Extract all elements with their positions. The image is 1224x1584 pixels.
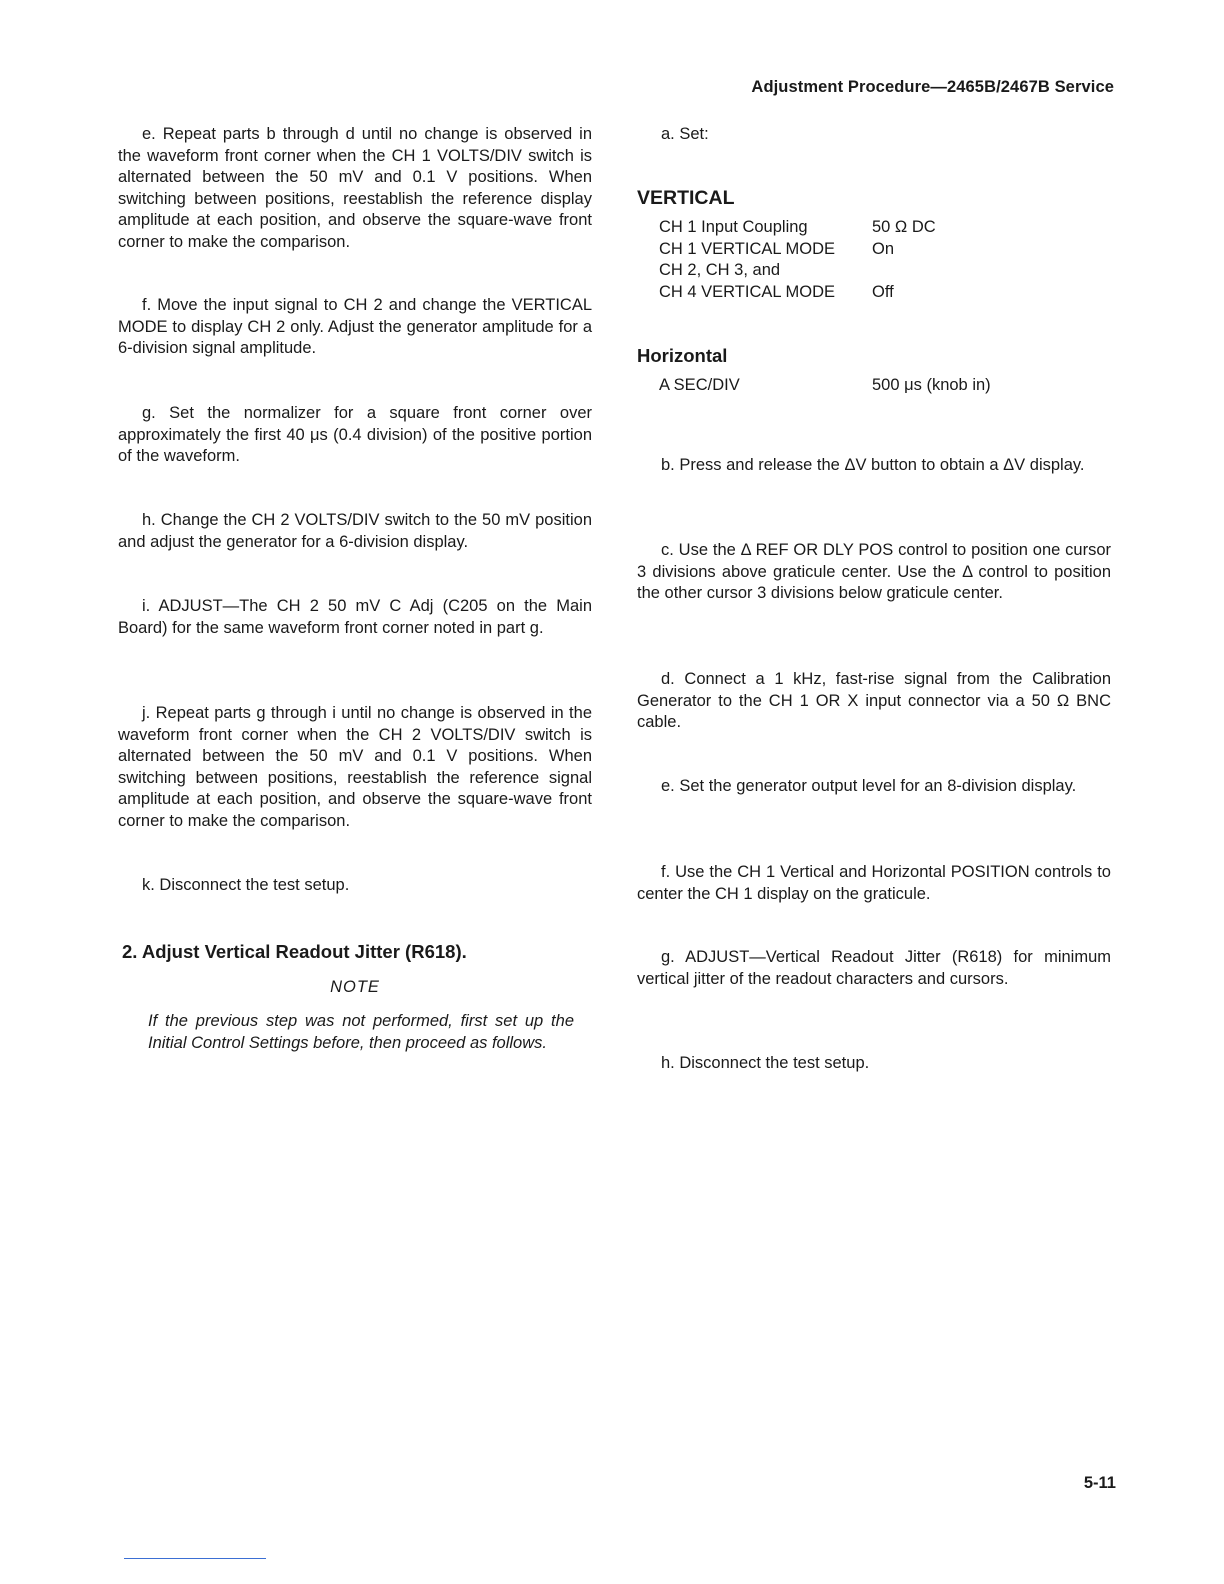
setting-value: On <box>872 239 895 258</box>
settings-row <box>659 260 1099 282</box>
section-heading: 2. Adjust Vertical Readout Jitter (R618). <box>122 941 467 962</box>
setting-value: Off <box>872 282 894 301</box>
step-b-paragraph: b. Press and release the ΔV button to obtain a ΔV display. <box>661 456 1085 474</box>
vertical-settings-table <box>659 217 1099 303</box>
step-a-paragraph: a. Set: <box>661 125 709 143</box>
step-j-paragraph: j. Repeat parts g through i until no change is observed in the waveform front corner when the CH 2 VOLTS/DIV switch is alternated between the 50 mV and 0.1 V positions. When switching between positions, reestablish the reference signal amplitude at each position, and observe the square-wave front corner to make the comparison. <box>118 704 592 830</box>
step-h-paragraph: h. Disconnect the test setup. <box>661 1054 870 1072</box>
footer-divider <box>124 1558 266 1559</box>
step-g-paragraph: g. ADJUST—Vertical Readout Jitter (R618) for minimum vertical jitter of the readout characters and cursors. <box>637 948 1111 988</box>
step-h-paragraph: h. Change the CH 2 VOLTS/DIV switch to the 50 mV position and adjust the generator for a 6-division display. <box>118 511 592 551</box>
step-g-paragraph: g. Set the normalizer for a square front corner over approximately the first 40 μs (0.4 division) of the positive portion of the waveform. <box>118 404 592 465</box>
setting-value <box>872 260 1099 282</box>
step-f-paragraph: f. Use the CH 1 Vertical and Horizontal POSITION controls to center the CH 1 display on the graticule. <box>637 863 1111 903</box>
settings-row <box>659 282 1099 304</box>
note-body: If the previous step was not performed, first set up the Initial Control Settings before, then proceed as follows. <box>148 1012 574 1052</box>
horizontal-settings-table <box>659 375 1099 397</box>
setting-value: 50 Ω DC <box>872 218 936 236</box>
step-d-paragraph: d. Connect a 1 kHz, fast-rise signal from the Calibration Generator to the CH 1 OR X input connector via a 50 Ω BNC cable. <box>637 670 1111 731</box>
settings-row <box>659 375 1099 397</box>
note-title: NOTE <box>330 978 380 996</box>
step-e-paragraph: e. Repeat parts b through d until no change is observed in the waveform front corner when the CH 1 VOLTS/DIV switch is alternated between the 50 mV and 0.1 V positions. When switching between positions, reestablish the reference display amplitude at each position, and observe the square-wave front corner to make the comparison. <box>118 125 592 251</box>
horizontal-settings-title: Horizontal <box>637 345 728 366</box>
step-c-paragraph: c. Use the Δ REF OR DLY POS control to position one cursor 3 divisions above graticule center. Use the Δ control to position the other cursor 3 divisions below graticule center. <box>637 541 1111 602</box>
setting-label: A SEC/DIV <box>659 376 740 394</box>
setting-label: CH 4 VERTICAL MODE <box>659 282 836 301</box>
settings-row <box>659 239 1099 261</box>
step-f-paragraph: f. Move the input signal to CH 2 and change the VERTICAL MODE to display CH 2 only. Adjust the generator amplitude for a 6-division signal amplitude. <box>118 296 592 357</box>
setting-label: CH 1 VERTICAL MODE <box>659 239 836 258</box>
setting-label: CH 2, CH 3, and <box>659 261 781 279</box>
page-header: Adjustment Procedure—2465B/2467B Service <box>751 78 1114 96</box>
step-e-paragraph: e. Set the generator output level for an 8-division display. <box>661 777 1077 795</box>
setting-value: 500 μs (knob in) <box>872 376 991 394</box>
step-k-paragraph: k. Disconnect the test setup. <box>142 876 350 894</box>
setting-label: CH 1 Input Coupling <box>659 218 808 236</box>
page-number: 5-11 <box>1083 1474 1116 1492</box>
step-i-paragraph: i. ADJUST—The CH 2 50 mV C Adj (C205 on the Main Board) for the same waveform front corner noted in part g. <box>118 597 592 637</box>
vertical-settings-title: VERTICAL <box>637 187 735 209</box>
settings-row <box>659 217 1099 239</box>
